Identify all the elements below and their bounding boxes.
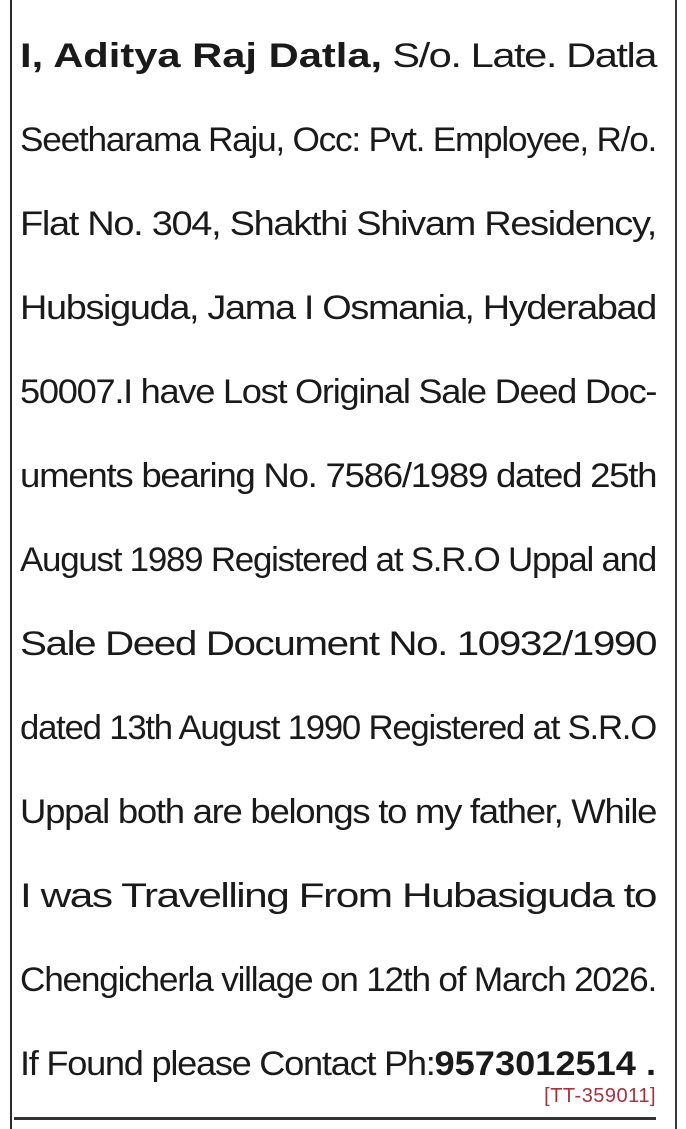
notice-text: S/o. Late. Datla bbox=[382, 37, 656, 75]
advertiser-name: I, Aditya Raj Datla, bbox=[20, 37, 383, 75]
notice-line-12: Chengicherla village on 12th of March 2026. bbox=[20, 961, 656, 999]
contact-label: If Found please Contact Ph: bbox=[20, 1045, 435, 1083]
notice-line-2: Seetharama Raju, Occ: Pvt. Employee, R/o. bbox=[20, 121, 657, 159]
right-border bbox=[675, 0, 677, 1129]
notice-line-9: dated 13th August 1990 Registered at S.R.O bbox=[20, 709, 656, 747]
lost-document-notice bbox=[20, 14, 656, 1106]
notice-line-7: August 1989 Registered at S.R.O Uppal and bbox=[20, 541, 656, 579]
phone-number: 9573012514 . bbox=[434, 1045, 657, 1083]
notice-line-5: 50007.I have Lost Original Sale Deed Doc- bbox=[20, 373, 657, 411]
notice-line-3: Flat No. 304, Shakthi Shivam Residency, bbox=[20, 205, 656, 243]
bottom-rule bbox=[14, 1117, 656, 1120]
notice-line-4: Hubsiguda, Jama I Osmania, Hyderabad bbox=[20, 289, 657, 327]
notice-line-8: Sale Deed Document No. 10932/1990 bbox=[20, 625, 657, 663]
reference-code: [TT-359011] bbox=[544, 1085, 656, 1107]
notice-line-11: I was Travelling From Hubasiguda to bbox=[20, 877, 656, 915]
notice-line-10: Uppal both are belongs to my father, While bbox=[20, 793, 657, 831]
notice-line-1 bbox=[20, 14, 656, 98]
notice-line-6: uments bearing No. 7586/1989 dated 25th bbox=[20, 457, 657, 495]
left-border bbox=[10, 0, 12, 1129]
